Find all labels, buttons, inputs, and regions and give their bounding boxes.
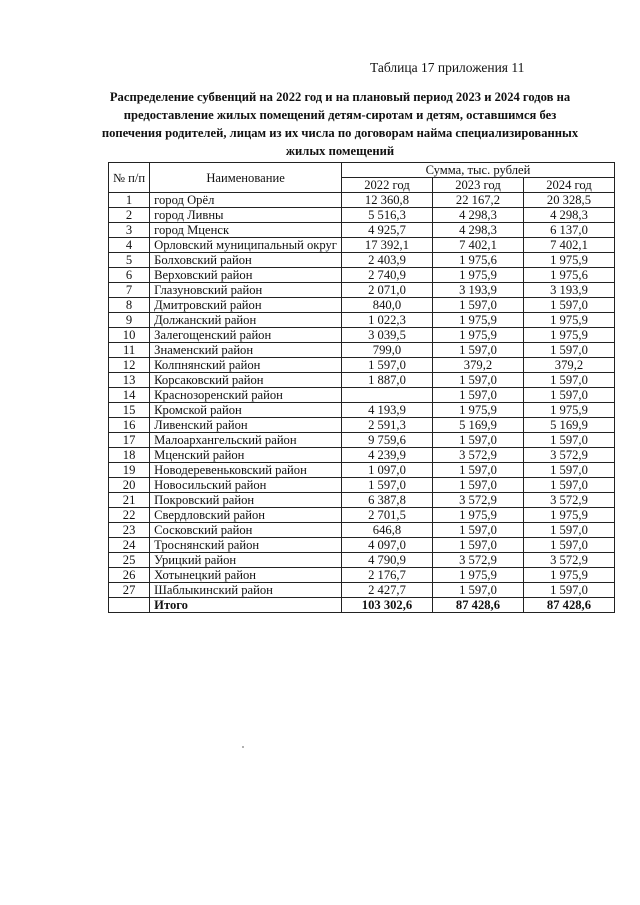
row-value-2022: [341, 388, 432, 403]
row-value-2023: 1 975,9: [432, 568, 523, 583]
row-name: Мценский район: [150, 448, 342, 463]
row-name: Малоархангельский район: [150, 433, 342, 448]
row-value-2022: 5 516,3: [341, 208, 432, 223]
row-value-2023: 22 167,2: [432, 193, 523, 208]
row-number: 15: [109, 403, 150, 418]
row-number: 6: [109, 268, 150, 283]
row-value-2022: 4 790,9: [341, 553, 432, 568]
header-num: № п/п: [109, 163, 150, 193]
row-value-2024: 1 597,0: [523, 523, 614, 538]
row-value-2024: 1 975,9: [523, 253, 614, 268]
row-value-2024: 1 597,0: [523, 478, 614, 493]
row-value-2023: 1 975,6: [432, 253, 523, 268]
table-row: [109, 223, 615, 238]
row-name: Глазуновский район: [150, 283, 342, 298]
row-name: Кромской район: [150, 403, 342, 418]
table-row: [109, 583, 615, 598]
table-row: [109, 493, 615, 508]
row-number: 17: [109, 433, 150, 448]
row-value-2022: 1 097,0: [341, 463, 432, 478]
header-2023: 2023 год: [432, 178, 523, 193]
row-value-2023: 1 975,9: [432, 268, 523, 283]
row-name: Знаменский район: [150, 343, 342, 358]
document-title: Распределение субвенций на 2022 год и на плановый период 2023 и 2024 годов на предоставление жилых помещений детям-сиротам и детям, оставшимся без попечения родителей, лицам из их числа по договорам найма специализированных жилых помещений: [101, 90, 579, 158]
row-value-2024: 20 328,5: [523, 193, 614, 208]
table-row: [109, 268, 615, 283]
total-row: [109, 598, 615, 613]
row-value-2022: 2 176,7: [341, 568, 432, 583]
row-value-2023: 1 597,0: [432, 538, 523, 553]
table-row: [109, 523, 615, 538]
row-number: 1: [109, 193, 150, 208]
row-number: 27: [109, 583, 150, 598]
row-value-2024: 3 193,9: [523, 283, 614, 298]
row-value-2023: 4 298,3: [432, 223, 523, 238]
row-value-2023: 3 193,9: [432, 283, 523, 298]
row-number: 13: [109, 373, 150, 388]
row-number: 16: [109, 418, 150, 433]
row-value-2023: 1 597,0: [432, 373, 523, 388]
table-row: [109, 253, 615, 268]
row-name: Урицкий район: [150, 553, 342, 568]
table-row: [109, 298, 615, 313]
row-value-2023: 3 572,9: [432, 553, 523, 568]
row-value-2024: 6 137,0: [523, 223, 614, 238]
row-value-2023: 1 975,9: [432, 403, 523, 418]
row-value-2024: 3 572,9: [523, 493, 614, 508]
row-name: Орловский муниципальный округ: [150, 238, 342, 253]
row-value-2022: 12 360,8: [341, 193, 432, 208]
total-num-cell: [109, 598, 150, 613]
row-value-2023: 1 975,9: [432, 313, 523, 328]
row-value-2022: 2 071,0: [341, 283, 432, 298]
row-number: 3: [109, 223, 150, 238]
row-value-2022: 4 097,0: [341, 538, 432, 553]
row-value-2022: 1 597,0: [341, 358, 432, 373]
total-label: Итого: [150, 598, 342, 613]
row-value-2023: 1 597,0: [432, 343, 523, 358]
row-value-2024: 1 597,0: [523, 433, 614, 448]
row-value-2024: 1 975,9: [523, 508, 614, 523]
row-name: Залегощенский район: [150, 328, 342, 343]
row-value-2023: 1 975,9: [432, 508, 523, 523]
row-value-2024: 1 975,9: [523, 403, 614, 418]
row-value-2024: 3 572,9: [523, 553, 614, 568]
table-row: [109, 283, 615, 298]
row-value-2024: 1 597,0: [523, 583, 614, 598]
table-row: [109, 313, 615, 328]
row-name: Покровский район: [150, 493, 342, 508]
row-value-2022: 2 591,3: [341, 418, 432, 433]
table-caption: Таблица 17 приложения 11: [370, 60, 525, 75]
row-value-2023: 1 597,0: [432, 463, 523, 478]
row-name: Корсаковский район: [150, 373, 342, 388]
row-value-2023: 1 597,0: [432, 298, 523, 313]
row-value-2024: 1 597,0: [523, 373, 614, 388]
row-number: 22: [109, 508, 150, 523]
row-name: Краснозоренский район: [150, 388, 342, 403]
row-value-2024: 5 169,9: [523, 418, 614, 433]
row-value-2024: 1 975,9: [523, 328, 614, 343]
table-body: [109, 193, 615, 613]
row-number: 9: [109, 313, 150, 328]
row-value-2022: 3 039,5: [341, 328, 432, 343]
row-value-2024: 1 597,0: [523, 538, 614, 553]
table-row: [109, 373, 615, 388]
row-value-2022: 4 193,9: [341, 403, 432, 418]
table-row: [109, 553, 615, 568]
row-value-2024: 3 572,9: [523, 448, 614, 463]
row-value-2022: 17 392,1: [341, 238, 432, 253]
row-name: Новодеревеньковский район: [150, 463, 342, 478]
header-sum: Сумма, тыс. рублей: [341, 163, 614, 178]
row-number: 19: [109, 463, 150, 478]
table-row: [109, 343, 615, 358]
table-row: [109, 238, 615, 253]
table-row: [109, 463, 615, 478]
row-name: Колпнянский район: [150, 358, 342, 373]
header-name: Наименование: [150, 163, 342, 193]
row-value-2024: 4 298,3: [523, 208, 614, 223]
table-row: [109, 478, 615, 493]
row-value-2023: 3 572,9: [432, 448, 523, 463]
row-value-2024: 1 975,9: [523, 313, 614, 328]
row-value-2024: 1 975,9: [523, 568, 614, 583]
row-number: 21: [109, 493, 150, 508]
row-name: город Орёл: [150, 193, 342, 208]
row-value-2022: 6 387,8: [341, 493, 432, 508]
table-row: [109, 208, 615, 223]
row-value-2022: 2 701,5: [341, 508, 432, 523]
row-value-2023: 379,2: [432, 358, 523, 373]
row-number: 18: [109, 448, 150, 463]
table-row: [109, 388, 615, 403]
row-number: 20: [109, 478, 150, 493]
header-2022: 2022 год: [341, 178, 432, 193]
row-name: Свердловский район: [150, 508, 342, 523]
row-number: 24: [109, 538, 150, 553]
row-number: 7: [109, 283, 150, 298]
table-row: [109, 418, 615, 433]
row-number: 25: [109, 553, 150, 568]
header-2024: 2024 год: [523, 178, 614, 193]
row-value-2023: 1 597,0: [432, 478, 523, 493]
row-number: 8: [109, 298, 150, 313]
row-value-2022: 840,0: [341, 298, 432, 313]
row-value-2022: 1 887,0: [341, 373, 432, 388]
row-name: Дмитровский район: [150, 298, 342, 313]
row-value-2022: 2 740,9: [341, 268, 432, 283]
row-name: Болховский район: [150, 253, 342, 268]
row-name: Шаблыкинский район: [150, 583, 342, 598]
total-2022: 103 302,6: [341, 598, 432, 613]
row-value-2023: 1 597,0: [432, 388, 523, 403]
table-row: [109, 403, 615, 418]
row-name: Троснянский район: [150, 538, 342, 553]
row-number: 5: [109, 253, 150, 268]
row-value-2023: 1 975,9: [432, 328, 523, 343]
row-number: 11: [109, 343, 150, 358]
table-row: [109, 568, 615, 583]
table-row: [109, 508, 615, 523]
row-value-2024: 7 402,1: [523, 238, 614, 253]
row-value-2024: 379,2: [523, 358, 614, 373]
table-row: [109, 538, 615, 553]
row-value-2022: 4 925,7: [341, 223, 432, 238]
row-number: 23: [109, 523, 150, 538]
row-value-2024: 1 975,6: [523, 268, 614, 283]
table-row: [109, 328, 615, 343]
row-value-2023: 1 597,0: [432, 583, 523, 598]
row-number: 2: [109, 208, 150, 223]
table-row: [109, 193, 615, 208]
row-value-2023: 3 572,9: [432, 493, 523, 508]
row-name: Сосковский район: [150, 523, 342, 538]
row-value-2022: 1 597,0: [341, 478, 432, 493]
row-value-2024: 1 597,0: [523, 298, 614, 313]
row-value-2023: 1 597,0: [432, 433, 523, 448]
row-number: 12: [109, 358, 150, 373]
row-name: Ливенский район: [150, 418, 342, 433]
row-value-2024: 1 597,0: [523, 343, 614, 358]
row-name: Новосильский район: [150, 478, 342, 493]
row-value-2022: 2 403,9: [341, 253, 432, 268]
row-number: 4: [109, 238, 150, 253]
row-value-2022: 4 239,9: [341, 448, 432, 463]
table-row: [109, 433, 615, 448]
table-row: [109, 448, 615, 463]
total-2024: 87 428,6: [523, 598, 614, 613]
row-value-2022: 646,8: [341, 523, 432, 538]
row-value-2024: 1 597,0: [523, 463, 614, 478]
row-value-2023: 1 597,0: [432, 523, 523, 538]
table-row: [109, 358, 615, 373]
row-number: 26: [109, 568, 150, 583]
row-value-2024: 1 597,0: [523, 388, 614, 403]
row-value-2022: 1 022,3: [341, 313, 432, 328]
row-value-2023: 5 169,9: [432, 418, 523, 433]
row-value-2022: 799,0: [341, 343, 432, 358]
row-number: 10: [109, 328, 150, 343]
row-name: Должанский район: [150, 313, 342, 328]
subsidy-table: [108, 162, 615, 613]
row-name: Хотынецкий район: [150, 568, 342, 583]
row-name: Верховский район: [150, 268, 342, 283]
row-name: город Ливны: [150, 208, 342, 223]
row-value-2022: 2 427,7: [341, 583, 432, 598]
row-name: город Мценск: [150, 223, 342, 238]
row-value-2023: 4 298,3: [432, 208, 523, 223]
scan-speck: [242, 746, 244, 748]
row-value-2022: 9 759,6: [341, 433, 432, 448]
total-2023: 87 428,6: [432, 598, 523, 613]
row-number: 14: [109, 388, 150, 403]
row-value-2023: 7 402,1: [432, 238, 523, 253]
